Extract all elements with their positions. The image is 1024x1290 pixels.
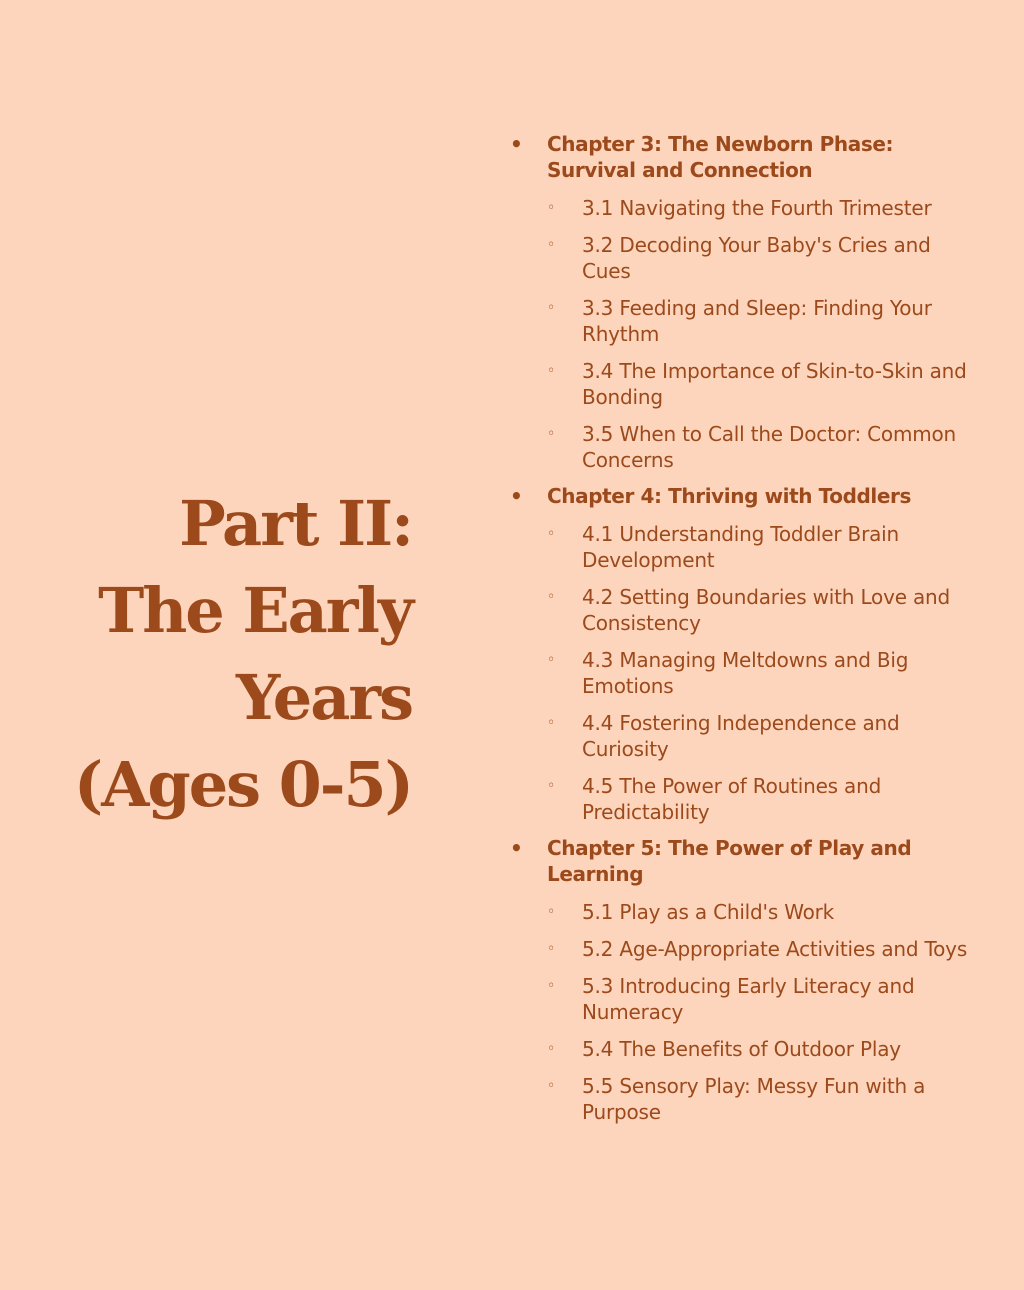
circle-bullet-icon: ◦: [547, 363, 556, 379]
section-title: 4.5 The Power of Routines and Predictability: [582, 774, 882, 824]
section-title: 3.3 Feeding and Sleep: Finding Your Rhythm: [582, 296, 932, 346]
part-title-line: Part II:: [179, 487, 412, 560]
section-item: [547, 521, 980, 573]
circle-bullet-icon: ◦: [547, 1041, 556, 1057]
section-item: [547, 1036, 980, 1062]
section-item: [547, 195, 980, 221]
circle-bullet-icon: ◦: [547, 300, 556, 316]
section-item: [547, 232, 980, 284]
circle-bullet-icon: ◦: [547, 589, 556, 605]
section-list: [547, 521, 980, 825]
circle-bullet-icon: ◦: [547, 526, 556, 542]
section-item: [547, 421, 980, 473]
section-list: [547, 899, 980, 1125]
section-title: 4.1 Understanding Toddler Brain Development: [582, 522, 899, 572]
section-item: [547, 936, 980, 962]
section-title: 4.2 Setting Boundaries with Love and Consistency: [582, 585, 950, 635]
section-item: [547, 973, 980, 1025]
chapter-4: [510, 483, 980, 825]
circle-bullet-icon: ◦: [547, 904, 556, 920]
chapter-5: [510, 835, 980, 1125]
chapter-title: Chapter 3: The Newborn Phase: Survival and Connection: [547, 132, 894, 182]
section-title: 3.4 The Importance of Skin-to-Skin and Bonding: [582, 359, 967, 409]
chapter-title: Chapter 5: The Power of Play and Learning: [547, 836, 912, 886]
circle-bullet-icon: ◦: [547, 1078, 556, 1094]
section-title: 5.1 Play as a Child's Work: [582, 900, 835, 924]
circle-bullet-icon: ◦: [547, 978, 556, 994]
part-title-line: The Early: [98, 574, 412, 647]
circle-bullet-icon: ◦: [547, 715, 556, 731]
section-item: [547, 899, 980, 925]
part-title-line: Years: [235, 661, 412, 734]
circle-bullet-icon: ◦: [547, 652, 556, 668]
chapter-3: [510, 131, 980, 473]
part-title: [12, 480, 412, 828]
section-title: 5.2 Age-Appropriate Activities and Toys: [582, 937, 968, 961]
chapter-title: Chapter 4: Thriving with Toddlers: [547, 484, 912, 508]
circle-bullet-icon: ◦: [547, 200, 556, 216]
section-item: [547, 358, 980, 410]
circle-bullet-icon: ◦: [547, 426, 556, 442]
section-item: [547, 295, 980, 347]
section-title: 5.3 Introducing Early Literacy and Numeracy: [582, 974, 915, 1024]
section-item: [547, 1073, 980, 1125]
circle-bullet-icon: ◦: [547, 778, 556, 794]
bullet-icon: •: [510, 484, 523, 508]
section-title: 3.5 When to Call the Doctor: Common Concerns: [582, 422, 957, 472]
section-title: 5.4 The Benefits of Outdoor Play: [582, 1037, 901, 1061]
section-item: [547, 647, 980, 699]
section-title: 3.1 Navigating the Fourth Trimester: [582, 196, 932, 220]
section-title: 4.4 Fostering Independence and Curiosity: [582, 711, 900, 761]
section-item: [547, 584, 980, 636]
table-of-contents: [510, 131, 980, 1135]
section-title: 4.3 Managing Meltdowns and Big Emotions: [582, 648, 909, 698]
part-title-line: (Ages 0-5): [73, 748, 412, 821]
section-item: [547, 710, 980, 762]
circle-bullet-icon: ◦: [547, 941, 556, 957]
section-list: [547, 195, 980, 473]
section-title: 3.2 Decoding Your Baby's Cries and Cues: [582, 233, 931, 283]
section-title: 5.5 Sensory Play: Messy Fun with a Purpose: [582, 1074, 926, 1124]
circle-bullet-icon: ◦: [547, 237, 556, 253]
section-item: [547, 773, 980, 825]
bullet-icon: •: [510, 836, 523, 860]
bullet-icon: •: [510, 132, 523, 156]
